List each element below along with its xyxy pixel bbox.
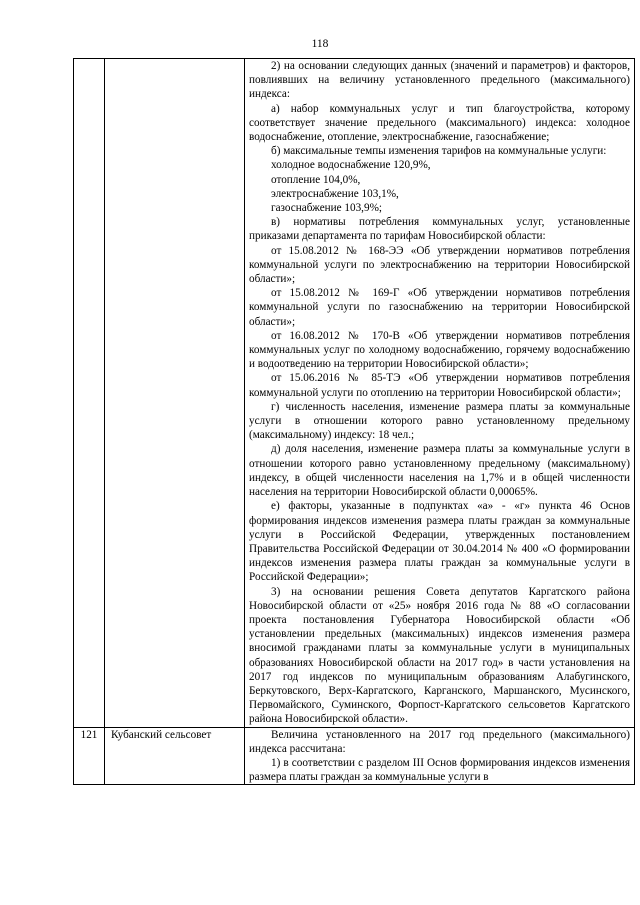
paragraph: 1) в соответствии с разделом III Основ формирования индексов изменения размера платы граждан за коммунальные услуги в: [249, 756, 630, 784]
municipality-name-cell: Кубанский сельсовет: [105, 727, 245, 785]
paragraph: г) численность населения, изменение размера платы за коммунальные услуги в отношении которого равно установленному предельному (максимальному) индексу: 18 чел.;: [249, 400, 630, 442]
row-number-cell: 121: [74, 727, 105, 785]
paragraph: от 15.06.2016 № 85-ТЭ «Об утверждении нормативов потребления коммунальной услуги по отоплению на территории Новосибирской области»;: [249, 372, 630, 399]
list-item: газоснабжение 103,9%;: [271, 202, 382, 215]
table-row: [74, 727, 635, 785]
paragraph: б) максимальные темпы изменения тарифов на коммунальные услуги:: [271, 145, 607, 158]
description-cell: [245, 727, 635, 785]
paragraph: д) доля населения, изменение размера платы за коммунальные услуги в отношении которого равно установленному предельному (максимальному) индексу, в общей численности населения на 1,7% и в общей численности населения на территории Новосибирской области 0,00065%.: [249, 443, 630, 499]
description-cell: [245, 59, 635, 728]
paragraph: от 15.08.2012 № 168-ЭЭ «Об утверждении нормативов потребления коммунальной услуги по электроснабжению на территории Новосибирской области»;: [249, 244, 630, 286]
municipality-name-cell: [105, 59, 245, 728]
paragraph: 3) на основании решения Совета депутатов Каргатского района Новосибирской области от «25» ноября 2016 года № 88 «О согласовании проекта постановления Губернатора Новосибирской области «Об установлении предельных (максимальных) индексов изменения размера вносимой гражданами платы за коммунальные услуги в муниципальных образованиях Новосибирской области на 2017 год» в части установления на 2017 год индексов по муниципальным образованиям Алабугинского, Беркутовского, Верх-Каргатского, Карганского, Маршанского, Мусинского, Первомайского, Суминского, Форпост-Каргатского сельсоветов Каргатского района Новосибирской области».: [249, 585, 630, 726]
paragraph: е) факторы, указанные в подпунктах «а» - «г» пункта 46 Основ формирования индексов изменения размера платы граждан за коммунальные услуги в Российской Федерации, утвержденных постановлением Правительства Российской Федерации от 30.04.2014 № 400 «О формировании индексов изменения размера платы граждан за коммунальные услуги в Российской Федерации»;: [249, 500, 630, 584]
list-item: отопление 104,0%,: [271, 173, 361, 186]
page-number: 118: [311, 38, 329, 50]
paragraph: а) набор коммунальных услуг и тип благоустройства, которому соответствует значение предельного (максимального) индекса: холодное водоснабжение, отопление, электроснабжение, газоснабжение;: [249, 102, 630, 144]
list-item: электроснабжение 103,1%,: [271, 187, 399, 200]
paragraph: от 16.08.2012 № 170-В «Об утверждении нормативов потребления коммунальных услуг по холодному водоснабжению, горячему водоснабжению и водоотведению на территории Новосибирской области»;: [249, 329, 630, 371]
paragraph: 2) на основании следующих данных (значений и параметров) и факторов, повлиявших на величину установленного предельного (максимального) индекса:: [249, 60, 630, 101]
document-table: [73, 58, 635, 785]
paragraph: Величина установленного на 2017 год предельного (максимального) индекса рассчитана:: [249, 728, 630, 755]
paragraph: от 15.08.2012 № 169-Г «Об утверждении нормативов потребления коммунальной услуги по газоснабжению на территории Новосибирской области»;: [249, 287, 630, 328]
paragraph: в) нормативы потребления коммунальных услуг, установленные приказами департамента по тарифам Новосибирской области:: [249, 216, 630, 243]
list-item: холодное водоснабжение 120,9%,: [271, 159, 431, 172]
table-row: [74, 59, 635, 728]
row-number-cell: [74, 59, 105, 728]
